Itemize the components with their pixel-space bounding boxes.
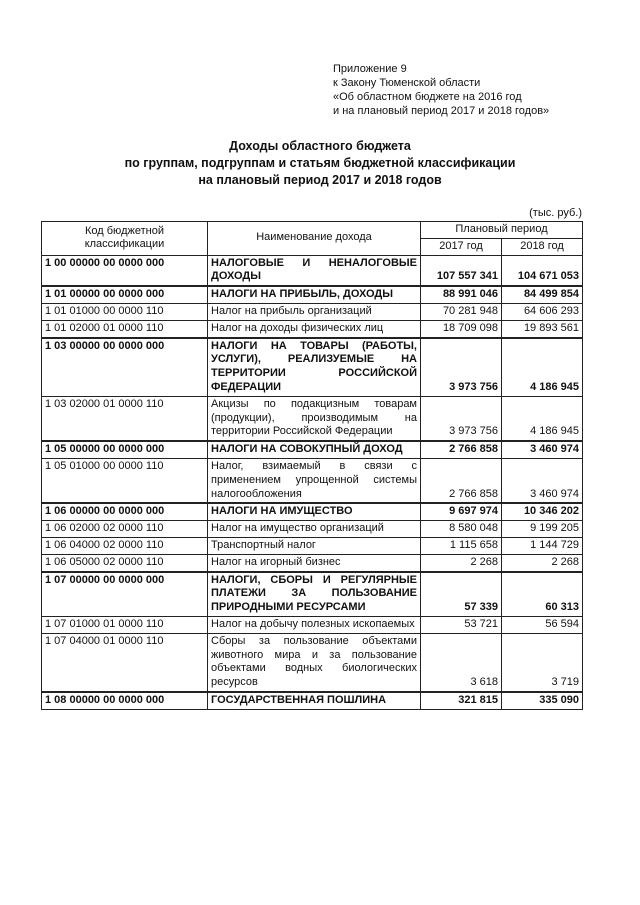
cell-code: 1 01 01000 00 0000 110 [42, 303, 208, 320]
cell-2017: 2 268 [421, 554, 502, 571]
cell-name: Налог на добычу полезных ископаемых [208, 616, 421, 633]
header-name: Наименование дохода [208, 222, 421, 256]
cell-code: 1 01 02000 01 0000 110 [42, 320, 208, 337]
appendix-line: «Об областном бюджете на 2016 год [333, 91, 522, 103]
cell-2018: 2 268 [502, 554, 583, 571]
table-row [42, 616, 583, 633]
cell-name: Акцизы по подакцизным товарам (продукции), производимым на территории Российской Федерации [208, 396, 421, 441]
cell-name: Налог на прибыль организаций [208, 303, 421, 320]
cell-code: 1 06 04000 02 0000 110 [42, 537, 208, 554]
cell-code: 1 00 00000 00 0000 000 [42, 255, 208, 286]
cell-code: 1 05 01000 00 0000 110 [42, 458, 208, 503]
table-row [42, 338, 583, 397]
table-row [42, 521, 583, 538]
cell-name: Налог на имущество организаций [208, 521, 421, 538]
income-table [41, 221, 583, 710]
cell-2018: 19 893 561 [502, 320, 583, 337]
cell-name: НАЛОГИ НА ТОВАРЫ (РАБОТЫ, УСЛУГИ), РЕАЛИЗУЕМЫЕ НА ТЕРРИТОРИИ РОССИЙСКОЙ ФЕДЕРАЦИИ [208, 338, 421, 397]
cell-2018: 1 144 729 [502, 537, 583, 554]
cell-2017: 2 766 858 [421, 458, 502, 503]
table-row [42, 554, 583, 571]
table-row [42, 692, 583, 709]
cell-2017: 2 766 858 [421, 441, 502, 458]
cell-name: НАЛОГОВЫЕ И НЕНАЛОГОВЫЕ ДОХОДЫ [208, 255, 421, 286]
cell-2018: 3 719 [502, 633, 583, 692]
cell-code: 1 06 05000 02 0000 110 [42, 554, 208, 571]
cell-code: 1 05 00000 00 0000 000 [42, 441, 208, 458]
cell-2017: 9 697 974 [421, 503, 502, 520]
appendix-line: Приложение 9 [333, 63, 407, 75]
header-year-2017: 2017 год [421, 238, 502, 255]
header-code: Код бюджетной классификации [42, 222, 208, 256]
cell-2017: 1 115 658 [421, 537, 502, 554]
units-label: (тыс. руб.) [529, 207, 582, 219]
cell-2017: 3 973 756 [421, 396, 502, 441]
cell-2018: 84 499 854 [502, 286, 583, 303]
cell-2018: 56 594 [502, 616, 583, 633]
cell-name: Налог, взимаемый в связи с применением упрощенной системы налогообложения [208, 458, 421, 503]
table-row [42, 503, 583, 520]
cell-2018: 3 460 974 [502, 441, 583, 458]
cell-2017: 88 991 046 [421, 286, 502, 303]
table-row [42, 396, 583, 441]
cell-2017: 8 580 048 [421, 521, 502, 538]
cell-code: 1 06 02000 02 0000 110 [42, 521, 208, 538]
cell-code: 1 07 00000 00 0000 000 [42, 572, 208, 617]
cell-code: 1 01 00000 00 0000 000 [42, 286, 208, 303]
cell-name: НАЛОГИ НА ИМУЩЕСТВО [208, 503, 421, 520]
cell-2017: 18 709 098 [421, 320, 502, 337]
cell-2017: 3 973 756 [421, 338, 502, 397]
cell-2018: 64 606 293 [502, 303, 583, 320]
cell-2017: 107 557 341 [421, 255, 502, 286]
table-row [42, 633, 583, 692]
cell-name: Налог на доходы физических лиц [208, 320, 421, 337]
cell-2018: 60 313 [502, 572, 583, 617]
table-row [42, 255, 583, 286]
cell-name: ГОСУДАРСТВЕННАЯ ПОШЛИНА [208, 692, 421, 709]
cell-code: 1 03 02000 01 0000 110 [42, 396, 208, 441]
header-period: Плановый период [421, 222, 583, 239]
table-body [42, 255, 583, 709]
cell-name: НАЛОГИ, СБОРЫ И РЕГУЛЯРНЫЕ ПЛАТЕЖИ ЗА ПОЛЬЗОВАНИЕ ПРИРОДНЫМИ РЕСУРСАМИ [208, 572, 421, 617]
cell-2018: 104 671 053 [502, 255, 583, 286]
cell-code: 1 07 04000 01 0000 110 [42, 633, 208, 692]
table-row [42, 303, 583, 320]
cell-2017: 3 618 [421, 633, 502, 692]
cell-2017: 321 815 [421, 692, 502, 709]
cell-code: 1 06 00000 00 0000 000 [42, 503, 208, 520]
cell-2018: 4 186 945 [502, 338, 583, 397]
table-row [42, 537, 583, 554]
cell-2018: 10 346 202 [502, 503, 583, 520]
table-row [42, 572, 583, 617]
cell-name: Транспортный налог [208, 537, 421, 554]
cell-2018: 4 186 945 [502, 396, 583, 441]
cell-name: НАЛОГИ НА СОВОКУПНЫЙ ДОХОД [208, 441, 421, 458]
cell-2017: 57 339 [421, 572, 502, 617]
cell-2018: 9 199 205 [502, 521, 583, 538]
table-row [42, 286, 583, 303]
cell-2018: 335 090 [502, 692, 583, 709]
appendix-note [333, 62, 549, 118]
cell-name: Сборы за пользование объектами животного мира и за пользование объектами водных биологических ресурсов [208, 633, 421, 692]
cell-2017: 53 721 [421, 616, 502, 633]
table-row [42, 320, 583, 337]
cell-name: НАЛОГИ НА ПРИБЫЛЬ, ДОХОДЫ [208, 286, 421, 303]
appendix-line: к Закону Тюменской области [333, 77, 481, 89]
title-line: на плановый период 2017 и 2018 годов [198, 173, 442, 187]
table-row [42, 458, 583, 503]
table-row [42, 441, 583, 458]
title-line: Доходы областного бюджета [229, 139, 411, 153]
cell-name: Налог на игорный бизнес [208, 554, 421, 571]
cell-2017: 70 281 948 [421, 303, 502, 320]
cell-code: 1 03 00000 00 0000 000 [42, 338, 208, 397]
title-line: по группам, подгруппам и статьям бюджетной классификации [124, 156, 516, 170]
cell-2018: 3 460 974 [502, 458, 583, 503]
cell-code: 1 07 01000 01 0000 110 [42, 616, 208, 633]
appendix-line: и на плановый период 2017 и 2018 годов» [333, 105, 550, 117]
header-year-2018: 2018 год [502, 238, 583, 255]
cell-code: 1 08 00000 00 0000 000 [42, 692, 208, 709]
document-title [40, 138, 600, 189]
